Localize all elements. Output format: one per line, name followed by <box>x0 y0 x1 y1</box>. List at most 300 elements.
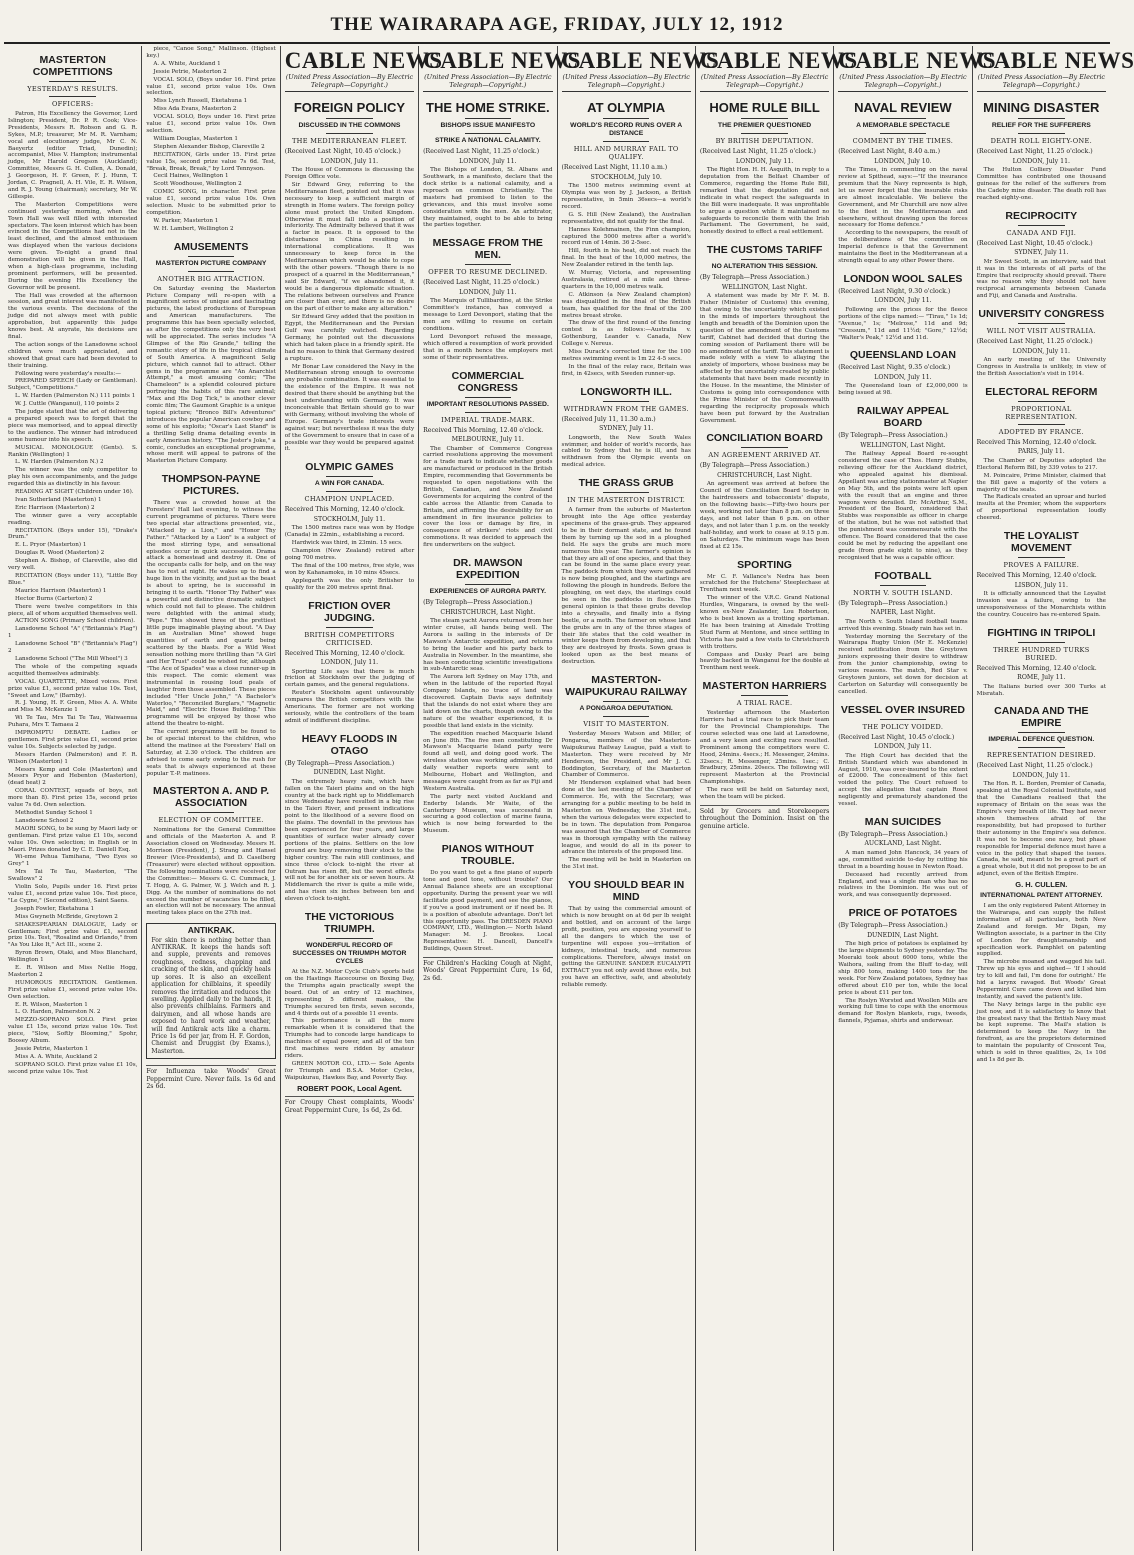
article-subheading: HILL AND MURRAY FAIL TO QUALIFY. <box>573 145 679 162</box>
article-paragraph: Mr Bonar Law considered the Navy in the Mediterranean strong enough to overcome any probable combination. It was essential to the existence of the Empire. It was not desired that there should be anything but the best understanding with Germany. It was inconceivable that Britain should go to war with Germany, without involving the whole of Europe. Germany's trade interests were against war; but nevertheless it was the duty of the Government to ensure that in case of a possible war they would be prepared against it. <box>284 363 415 453</box>
dateline: LONDON, July 11. <box>459 157 517 165</box>
article-subheading: THE MEDITERRANEAN FLEET. <box>291 137 407 146</box>
article-headline: LONGWORTH ILL. <box>580 385 672 398</box>
press-credit: (United Press Association—By Electric Telegraph—Copyright.) <box>423 74 552 92</box>
article-paragraph: W. Murray, Victoria, and representing Australasia, retired at a mile and three-quarters in the 10,000 metres walk. <box>561 270 691 290</box>
section-rule <box>188 812 235 813</box>
article-paragraph: Do you want to get a fine piano of superb tone and good tone, without trouble? Our Annual Balance sheets are an exceptional opportunity. During the present year we will facilitate good payment, and see the pianos, if you've a good instrument or if need be. It is a position of absolute advantage. Don't let this opportunity pass. The DRESDEN PIANO COMPANY, LTD., Wellington.— North Island Manager: M. J. Brookes. Local Representative: H. Dancell, Dancell's Buildings, Queen Street. <box>423 870 553 953</box>
article-paragraph: The Hulton Colliery Disaster Fund Committee has contributed one thousand guineas for the relief of the sufferers from the Cadeby mine disaster. The death roll has reached eighty-one. <box>976 167 1106 201</box>
article-headline: OLYMPIC GAMES <box>305 461 394 474</box>
received-note: (By Telegraph—Press Association.) <box>838 599 948 607</box>
section-rule <box>1018 747 1065 748</box>
press-credit: (United Press Association—By Electric Telegraph—Copyright.) <box>285 74 414 92</box>
article-paragraph: Hector Burns (Carterton) 2 <box>15 595 93 602</box>
column-2 <box>142 46 280 1551</box>
article-subheading: CANADA AND FIJI. <box>1006 228 1077 237</box>
article-paragraph: VOCAL SOLO, Boys under 16. First prize value £1, second prize value 10s. Own selection. <box>146 114 276 134</box>
received-note: (Received Last Night, 11.25 o'clock.) <box>976 762 1093 770</box>
section-rule <box>1018 118 1065 119</box>
article-paragraph: The current programme will be found to be of special interest to the children, who attend the matinee at the Foresters' Hall on Saturday, at 2.30 o'clock. The children are advised to come early owing to the rush for seats that is always experienced at these popular T.-P. matinees. <box>146 729 276 777</box>
article-subheading: OFFER TO RESUME DECLINED. <box>428 268 548 277</box>
section-rule <box>49 96 96 97</box>
signature: G. H. CULLEN. <box>1015 880 1068 890</box>
article-paragraph: E. R. Wilson, Masterton 1 <box>15 1001 88 1008</box>
section-rule <box>326 133 373 134</box>
article-paragraph: The 1500 metres race was won by Hodge (Canada) in 22min., establishing a record. <box>284 525 415 539</box>
column-7 <box>834 46 996 1551</box>
article-paragraph: Mr Sweet Scott, in an interview, said that it was in the interests of all parts of the Empire that reciprocity should prevail. There was no reason why they should not have reciprocal arrangements between Canada and Fiji, and Canada and Australia. <box>976 258 1106 300</box>
article-paragraph: Deceased had recently arrived from England, and was a single man who has no relatives in the Dominion. He was out of work, and was consequently depressed. <box>838 871 968 899</box>
article-headline: THE GRASS GRUB <box>578 477 674 490</box>
cable-news-banner: CABLE NEWS <box>838 48 996 73</box>
article-subheading: PROPORTIONAL REPRESENTATION. <box>1005 404 1078 421</box>
section-rule <box>465 412 512 413</box>
article-headline: THOMPSON-PAYNE PICTURES. <box>161 473 261 498</box>
article-paragraph: The High Court has decided that the British Standard which was abandoned in August, 1910, was over-insured to the extent of £2000. The concealment of this fact voided the policy. The Court refused to accept the allegation that captain Rossi negligently and prematurely abandoned the vessel. <box>838 752 968 808</box>
article-paragraph: The high price of potatoes is explained by the large shipments to Sydney yesterday. The Moeraki took about 6000 tons, while the Waihora, sailing from the Bluff to-day, will ship 800 tons, making 1400 tons for the week. For New Zealand potatoes, Sydney has offered about £10 per ton, while the local price is about £11 per ton. <box>838 941 968 996</box>
article-subheading: ELECTION OF COMMITTEE. <box>158 816 264 825</box>
dateline: LONDON, July 11. <box>320 659 379 666</box>
section-rule <box>326 476 373 477</box>
article-headline: HEAVY FLOODS IN OTAGO <box>301 732 398 757</box>
article-headline: MASTERTON HARRIERS <box>702 680 827 693</box>
dateline: AUCKLAND, Last Night. <box>864 840 942 848</box>
article-paragraph: A farmer from the suburbs of Masterton brought into the Age office yesterday specimens of the grass-grub. They appeared to be in their dormant state, and he found them by turning up the sod in a ploughed field. He says the grubs are much more numerous this year. The farmer's opinion is that they are all of one species, and that they can be found in the same place every year. The paddock from which they were gathered is now being ploughed, and the starlings are following the plough in hundreds. Before the ploughing, on wet days, the starlings could be seen in the paddocks in flocks. The general opinion is that these grubs develop into a chrysalis, and finally into a flying beetle, or a moth. The farmer on whose land the grubs are in any of the three stages of their life states that the cold weather in winter keeps them from developing, and that they are destroyed by frosts. Sown grass is looked upon as the best means of destruction. <box>561 507 691 666</box>
article-subheading: DISCUSSED IN THE COMMONS <box>298 122 401 130</box>
article-paragraph: The winner was the only competitor to play his own accompaniments, and the judge regarded this as distinctly in his favour. <box>8 467 138 488</box>
article-paragraph: Mr Henderson explained what had been done at the last meeting of the Chamber of Commerce. He, with the Secretary, was arranging for a public meeting to be held in Masterton on Wednesday, the 31st inst., when the various delegates were expected to be in town. The deputation from Pongaroa was assured that the Chamber of Commerce was in thorough sympathy with the railway league, and would do all in its power to advance the interests of the proposed line. <box>561 780 691 856</box>
article-paragraph: Miss Durack's corrected time for the 100 metres swimming event is 1m 22 4-5 secs. <box>561 349 691 362</box>
article-subheading: NO ALTERATION THIS SESSION. <box>711 263 818 271</box>
column-1 <box>4 46 142 1551</box>
article-paragraph: GREEN MOTOR CO., LTD.— Sole Agents for Triumph and B.S.A. Motor Cycles, Waipukurau, Hawkes Bay, and Poverty Bay. <box>284 1060 415 1081</box>
article-headline: FOOTBALL <box>874 569 932 582</box>
dateline: SYDNEY, July 11. <box>1014 249 1069 257</box>
column-5 <box>558 46 720 1551</box>
article-headline: SPORTING <box>737 558 792 571</box>
dateline: CHRISTCHURCH, Last Night. <box>717 471 812 479</box>
article-paragraph: There was a crowded house at the Foresters' Hall last evening, to witness the current programme of pictures. There were two special star attractions presented, viz., "Attacked by a Lion," and "Honor Thy Father." "Attacked by a Lion" is a subject of the most stirring type, and sensational episodes occur in quick succession. Drama attack a homestead and destroy it. One of the occupants calls for help, and on the way has to rest at night. He wakes up to find a huge lion in the vicinity, and just as the beast is about to spring, he is successful in bringing it to earth. "Honor Thy Father" was a powerful and distinctive dramatic subject which could not fail to please. The children were delighted with the animal study, "Pepe." This showed three of the prettiest little pups imaginable playing about. "A Day in an Australian Mine" showed huge quantities of earth and quartz being scattered by the blasts. For a Wild West sensation nothing more thrilling than "A Girl and Her Trust" could be wished for, although "The Ace of Spades" was a close runner-up in this respect. The comic element was instrumental in rousing loud peals of laughter from those assembled. These pieces included "Her Uncle John," "A Bachelor's Waterloo," "Reconciled Burglars," "Magnetic Maid," and "Electric House Building." This programme will be enjoyed by those who attend the theatre to-night. <box>146 500 276 728</box>
article-paragraph: The Chamber of Deputies adopted the Electoral Reform Bill, by 339 votes to 217. <box>976 457 1106 471</box>
received-note: Received This Morning, 12.40 o'clock. <box>976 438 1097 446</box>
article-paragraph: Scott Woodhouse, Wellington 2 <box>153 181 242 188</box>
article-headline: MASTERTON-WAIPUKURAU RAILWAY <box>565 674 688 699</box>
dateline: STOCKHOLM, July 11. <box>313 515 386 523</box>
section-rule <box>326 491 373 492</box>
article-paragraph: The whole of the competing squads acquitted themselves admirably. <box>8 663 138 677</box>
received-note: (Received Last Night, 10.45 o'clock.) <box>284 148 401 156</box>
section-rule <box>465 264 512 265</box>
received-note: (By Telegraph—Press Association.) <box>284 759 395 767</box>
received-note: Received This Morning, 12.40 o'clock. <box>976 664 1097 672</box>
article-paragraph: Reuter's Stockholm agent unfavourably compares the British competitors with the Americans. The former are not working seriously, while the controllers of the team admit of indifferent discipline. <box>284 690 415 724</box>
article-headline: THE CUSTOMS TARIFF <box>706 244 823 257</box>
article-headline: NAVAL REVIEW <box>854 100 952 116</box>
article-paragraph: Yesterday Messrs Watson and Miller, of Pongaroa, members of the Masterton-Waipukurau Railway League, paid a visit to Masterton. They were received by Mr Henderson, the President, and Mr J. C. Boddington, Secretary, of the Masterton Chamber of Commerce. <box>561 731 691 779</box>
article-paragraph: The judge stated that the art of delivering a prepared speech was to forget that the piece was memorised, and to appeal directly to the audience. The winner had introduced some humour into his speech. <box>8 409 138 443</box>
received-note: Received This Morning, 12.40 o'clock. <box>284 649 405 657</box>
article-subheading: OFFICERS: <box>51 100 94 108</box>
article-paragraph: G. S. Hill (New Zealand), the Australian representative, did not qualify for the final. <box>561 211 691 225</box>
section-rule <box>1018 133 1065 134</box>
article-paragraph: The race will be held on Saturday next, when the team will be picked. <box>699 787 830 801</box>
section-rule <box>188 271 235 272</box>
article-paragraph: IMPROMPTU DEBATE. Ladies or gentlemen. First prize value £1, second prize value 10s. Subjects selected by judge. <box>8 730 138 750</box>
article-subheading: IN THE MASTERTON DISTRICT. <box>567 496 686 505</box>
advertisement-box <box>146 923 275 1059</box>
dateline: LONDON, July 11. <box>874 373 932 381</box>
section-rule <box>1018 323 1065 324</box>
received-note: (Received Last Night, 11.25 o'clock.) <box>423 148 540 156</box>
article-paragraph: Following were yesterday's results:— <box>15 370 121 377</box>
section-rule <box>603 701 650 702</box>
section-rule <box>188 256 235 257</box>
article-paragraph: W. Parker, Masterton 1 <box>153 217 219 224</box>
article-paragraph: Lord Devonport refused the message, which offered a resumption of work provided that in a month hence the employers met some of their representatives. <box>423 333 553 361</box>
received-note: (Received July 11, 11.30 a.m.) <box>561 415 656 423</box>
article-subheading: YESTERDAY'S RESULTS. <box>27 85 119 93</box>
article-paragraph: The Right Hon. H. H. Asquith, in reply to a deputation from the Belfast Chamber of Commerce, regarding the Home Rule Bill, remarked that the deputation did not indicate in what respect the safeguards in the Bill were inadequate. It was unprofitable to argue a question while it maintained no safeguards to reconcile them with the Irish Parliament. The Government, he said, honestly desired to effect a real settlement. <box>699 167 830 236</box>
article-paragraph: M. Poincaire, Prime Minister, claimed that the Bill gave a majority of the voters a majority of the seats. <box>976 472 1106 493</box>
article-subheading: WITHDRAWN FROM THE GAMES. <box>563 404 689 413</box>
article-paragraph: A statement was made by Mr F. M. B. Fisher (Minister of Customs) this evening, that owing to the uncertainty which existed in the minds of importers throughout the length and breadth of the Dominion upon the question of the amendment of the Customs tariff, Cabinet had decided that during the coming session of Parliament there will be no amendment of the tariff. This statement is made solely with a view to allaying the anxiety of importers, whose business may be affected by the uncertainty created by public statements that have been made recently in the House. In the meantime, the Minister of Customs is going into correspondence with the Prime Minister of the Commonwealth regarding the reciprocity proposals which have been put forward by the Australian Government. <box>699 293 830 424</box>
article-subheading: THREE HUNDRED TURKS BURIED. <box>993 645 1090 662</box>
article-paragraph: The winner gave a very acceptable reading. <box>8 512 138 526</box>
article-paragraph: RECITATION, Girls under 15. First prize value 15s, second prize value 7s 6d. Test, "Break, Break, Break," by Lord Tennyson. <box>146 151 276 172</box>
article-paragraph: The microbe moaned and wagged his tail. Threw up his eyes and sighed— 'If I should try to kill and fail, I'm done for outright.' He hid a larynx ravaged. But Woods' Great Peppermint Cure came down and killed him instantly, and saved the patient's life. <box>976 959 1106 1000</box>
dateline: LONDON, July 11. <box>320 157 379 165</box>
article-headline: MAN SUICIDES <box>864 815 942 828</box>
article-paragraph: MAORI SONG, to be sung by Maori lady or gentleman. First prize value £1 10s, second value 10s. Own selection; in English or in Maori. Prizes donated by C. E. Daniell Esq. <box>8 825 138 853</box>
article-paragraph: Mrs Tai Te Tau, Masterton, "The Swallows" 2 <box>8 869 138 883</box>
article-paragraph: I am the only registered Patent Attorney in the Wairarapa, and can supply the fullest information of all particulars, both New Zealand and foreign. Mr Digan, my Wellington associate, is a partner in the City of London for draughtsmanship and specification work. Pamphlet on patenting supplied. <box>976 903 1106 958</box>
dateline: LONDON, July 11. <box>735 157 794 165</box>
article-paragraph: A man named John Hancock, 34 years of age, committed suicide to-day by cutting his throat in a boarding house in Newton Road. <box>838 849 968 870</box>
article-paragraph: Messrs Kemp and Cole (Masterton) and Messrs Pryor and Hebenton (Masterton), (dead heat) 2 <box>8 766 138 787</box>
article-paragraph: Champion (New Zealand) retired after going 700 metres. <box>284 548 415 561</box>
article-paragraph: The House of Commons is discussing the Foreign Office vote. <box>284 167 415 181</box>
article-paragraph: SOPRANO SOLO. First prize value £1 10s, second prize value 10s. Test <box>8 1061 138 1075</box>
dateline: LONDON, July 11. <box>874 297 932 305</box>
section-rule <box>1018 424 1065 425</box>
article-paragraph: Stephen A. Bishop, of Clareville, also did very well. <box>8 558 138 572</box>
article-paragraph: E. L. Pryor (Masterton) 1 <box>15 542 87 549</box>
article-paragraph: HUMOROUS RECITATION. Gentlemen. First prize value £1, second prize value 10s. Own selection. <box>8 979 138 1000</box>
article-headline: ELECTORAL REFORM <box>985 385 1098 398</box>
received-note: (Received Last Night, 9.30 o'clock.) <box>838 287 951 295</box>
article-paragraph: At the N.Z. Motor Cycle Club's sports held on the Hastings Racecourse on Boxing Day, the Triumphs again practically swept the board. Out of an entry of 12 machines, representing 5 different makes, the Triumphs secured ten firsts, seven seconds, and 4 thirds out of a possible 11 events. <box>284 969 415 1017</box>
article-subheading: THE PREMIER QUESTIONED <box>717 122 812 130</box>
article-headline: AT OLYMPIA <box>587 100 666 116</box>
article-paragraph: Applegarth was the only Britisher to qualify for the 200 metres sprint final. <box>284 577 415 591</box>
received-note: (By Telegraph—Press Association.) <box>838 922 948 930</box>
signature: ROBERT POOK, Local Agent. <box>297 1083 402 1093</box>
received-note: (Received Last Night, 11.25 o'clock.) <box>423 279 540 287</box>
article-paragraph: The action songs of the Lansdowne school children were much appreciated, and showed that great care had been devoted to their training. <box>8 341 138 369</box>
section-rule <box>880 585 927 586</box>
article-paragraph: Methodist Sunday School 1 <box>15 810 93 816</box>
article-headline: THE LOYALIST MOVEMENT <box>1003 530 1079 555</box>
received-note: (By Telegraph—Press Association.) <box>423 599 533 607</box>
article-paragraph: Jessie Petrie, Masterton 2 <box>153 68 227 75</box>
article-paragraph: The Aurora left Sydney on May 17th, and when in the latitude of the reported Royal Company Islands, no trace of land was discovered. Captain Davis says definitely that the islands do not exist where they are laid down on the charts, though owing to the nature of the weather experienced, it is possible that land exists in the vicinity. <box>423 674 553 729</box>
advert-title: ANTIKRAK. <box>187 925 235 936</box>
article-paragraph: Lansdowne School 2 <box>15 817 74 824</box>
article-headline: MESSAGE FROM THE MEN. <box>432 237 543 262</box>
received-note: (Received Last Night, 11.25 o'clock.) <box>976 338 1093 346</box>
article-subheading: PROVES A FAILURE. <box>1003 561 1080 570</box>
received-note: Received This Morning, 12.40 o'clock. <box>284 506 405 514</box>
cable-news-banner: CABLE NEWS <box>699 48 858 73</box>
article-paragraph: Messrs Harden (Palmerston) and F. R. Wilson (Masterton) 1 <box>8 751 138 765</box>
section-rule <box>741 118 788 119</box>
masthead-rule <box>4 42 1110 44</box>
article-paragraph: The Navy brings large in the public eye just now, and it is satisfactory to know that the greatest navy that the British Navy must be kept supreme. The Mail's station is determined to keep the Navy in the forefront, as are the proprietors determined to maintain the popularity of Crescent Tea, which is sold in three qualities, 2s, 1s 10d and 1s 8d per lb. <box>976 1001 1106 1063</box>
article-paragraph: Ivan Sutherland (Masterton) 1 <box>15 496 102 503</box>
article-subheading: WILL NOT VISIT AUSTRALIA. <box>986 327 1096 336</box>
dateline: CHRISTCHURCH, Last Night. <box>440 608 536 616</box>
received-note: (Received Last Night, 9.35 o'clock.) <box>838 364 951 372</box>
article-paragraph: The Railway Appeal Board re-sought considered the case of Thos. Henry Stubbs, relieving officer for the Auckland district, who appealed against his dismissal. Appellant was acting stationmaster at Napier on May 5th, and the points were left open with the result that an engine and three wagons were derailed. Dr. McArthur, S.M., President of the Board, considered that Stubbs was responsible as officer in charge of the station, but he was not satisfied that the punishment was commensurate with the offence. The Board considered that the case could be met by reducing the appellant one grade (from grade eight to nine), as they recognised that he was a capable officer. <box>838 451 968 561</box>
section-rule <box>603 716 650 717</box>
dateline: LONDON, July 11. <box>874 743 932 751</box>
article-paragraph: W. H. Lambert, Wellington 2 <box>153 225 234 232</box>
article-subheading: A MEMORABLE SPECTACLE <box>856 122 950 130</box>
article-paragraph: The steam yacht Aurora returned from her winter cruise, all hands being well. The Aurora is sailing in the interests of Dr Mawson's Antarctic expedition, and returns to bring the leader and his party back to Australia in November. In the meantime, she has been conducting scientific investigations in sub-Antarctic seas. <box>423 618 553 673</box>
article-paragraph: Sir Edward Grey, referring to the Mediterranean fleet, pointed out that it was necessary to keep a sufficient margin of strength in Home waters. The foreign policy alone must protect the United Kingdom. Otherwise it must fall into a position of inferiority. The Admiralty believed that it was a factor in peace. It is opposed to the disturbance in China resulting in international complications. It was unnecessary to keep force in the Mediterranean which would be able to cope with the other powers. "Though there is no prospect of a quarrel in the Mediterranean," said Sir Edward, "if we abandoned it, it would be a dangerous diplomatic situation. The relations between ourselves and France are closer than ever, and there is no desire on the part of either to make any alteration." <box>284 182 415 313</box>
article-paragraph: The Chamber of Commerce Congress carried resolutions approving the movement for a trade mark to indicate whether goods are manufactured or produced in the British Empire, recommending that Governments be requested to open negotiations with the British, Canadian, and New Zealand Governments for acquiring the control of the cable across the Atlantic from Canada to Britain, and affirming the desirability for an amendment in fire insurance policies to cover the loss or damage by fire, in consequence of strikers' riots and civil commotions. It was decided to approach the fire underwriters on the subject. <box>423 445 553 549</box>
article-subheading: IMPORTANT RESOLUTIONS PASSED. <box>426 400 549 408</box>
section-rule <box>326 938 373 939</box>
press-credit: (United Press Association—By Electric Telegraph—Copyright.) <box>838 74 967 92</box>
article-paragraph: Mr C. F. Vallance's Nedra has been scratched for the Hutchens' Steeplechase at Trentham next week. <box>699 573 830 594</box>
article-headline: CONCILIATION BOARD <box>706 432 823 445</box>
section-rule <box>880 118 927 119</box>
article-paragraph: An early meeting of the University Congress in Australia is unlikely, in view of the British Association's visit in 1914. <box>976 357 1106 377</box>
dateline: SYDNEY, July 11. <box>599 425 654 433</box>
article-headline: QUEENSLAND LOAN <box>849 349 957 362</box>
received-note: Received This Morning, 12.40 o'clock. <box>976 572 1097 580</box>
article-paragraph: The Italians buried over 300 Turks at Misratah. <box>976 683 1106 697</box>
article-subheading: RELIEF FOR THE SUFFERERS <box>991 122 1091 130</box>
article-paragraph: Nominations for the General Committee and officials of the Masterton A. and P. Association closed on Wednesday. Messrs H. Morrison (President), J. Strang and Hansel Brewer (Vice-Presidents), and D. Caselberg (Treasurer) were elected without opposition. The following nominations were received for the Committee:— Messrs G. C. Cummack, J. T. Hogg, A. G. Palmer, W. J. Welch and R. J. Digg. As the number of nominations do not exceed the number of vacancies to be filled, an election will not be necessary. The annual meeting takes place on the 27th inst. <box>146 827 276 917</box>
columns <box>4 46 1134 1551</box>
article-paragraph: R. J. Young, H. F. Green, Miss A. A. White and Miss M. McKenzie 1 <box>8 700 138 714</box>
article-paragraph: C. Atkinson (a New Zealand champion) was disqualified in the final of the British team, has qualified for the final of the 200 metres breast stroke. <box>561 291 691 319</box>
received-note: (By Telegraph—Press Association.) <box>838 830 948 838</box>
article-headline: AMUSEMENTS <box>173 240 249 253</box>
article-headline: PIANOS WITHOUT TROUBLE. <box>441 843 534 868</box>
article-paragraph: Miss Gwyneth McBride, Greytown 2 <box>15 913 118 920</box>
received-note: (Received Last Night, 11.10 a.m.) <box>561 164 668 172</box>
received-note: Received This Morning, 12.40 o'clock. <box>423 426 544 434</box>
dateline: PARIS, July 11. <box>1017 448 1065 456</box>
article-subheading: ADOPTED BY FRANCE. <box>998 427 1084 436</box>
dateline: DUNEDIN, Last Night. <box>313 769 386 777</box>
received-note: (Received Last Night, 10.45 o'clock.) <box>838 733 955 741</box>
article-paragraph: Hannes Kolehmainen, the Finn champion, captured the 5000 metres after a world's record run of 14min. 36 2-5sec. <box>561 226 691 247</box>
article-paragraph: Douglas R. Wood (Masterton) 2 <box>15 550 105 557</box>
article-headline: MASTERTON A. AND P. ASSOCIATION <box>153 785 270 810</box>
article-paragraph: SHAKESPEARIAN DIALOGUE, Lady or Gentleman; First prize value £1, second prize 10s. Test, "Rosalind and Orlando," from "As You Like It," Act III., scene 2. <box>8 921 138 949</box>
article-subheading: WONDERFUL RECORD OF SUCCESSES ON TRIUMPH MOTOR CYCLES <box>292 942 407 966</box>
article-paragraph: In the final of the relay race, Britain was first, in 42secs, with Sweden runner-up. <box>561 363 691 377</box>
dateline: ROME, July 11. <box>1017 674 1066 682</box>
section-rule <box>1018 401 1065 402</box>
article-paragraph: The Hon. R. L. Borden, Premier of Canada, speaking at the Royal Colonial Institute, said that the Canadians realised that the supremacy of Britain on the seas was the Empire's very breath of life. They had never shown themselves afraid of the responsibility, but had proposed to further their autonomy in the Empire's sea defence. It was not to become one navy, but phase responsible for Imperial defence must have a voice in the policy that shaped the issues. Canada, he said, meant to be a great part of a great whole, but it did not propose to be an adjunct, even of the British Empire. <box>976 781 1106 878</box>
section-rule <box>465 118 512 119</box>
article-paragraph: The Masterton Competitions were continued yesterday morning, when the Town Hall was well filled with interested spectators. The keen interest which has been evinced in the Competitions had not in the least declined, and the almost enthusiasm was displayed when the various decisions were given. To-night a grand final demonstration will be given in the Hall, when a high-class programme, including prominent performers, will be presented. During the evening His Excellency the Governor will be present. <box>8 201 138 291</box>
article-subheading: REPRESENTATION DESIRED. <box>986 751 1096 760</box>
advert-line: For Croupy Chest complaints, Woods' Great Peppermint Cure, 1s 6d, 2s 6d. <box>285 1096 414 1114</box>
section-rule <box>880 719 927 720</box>
article-paragraph: MUSICAL MONOLOGUE (Gents). S. Rankin (Wellington) 1 <box>8 444 138 458</box>
article-paragraph: An agreement was arrived at before the Council of the Conciliation Board to-day in the hairdressers and tobacconists' dispute, on the following basis:—Fifty-two hours per week, working not later than 8 p.m. on three days, and not later than 6 p.m. on other days, and not later than 1 p.m. on the weekly half-holiday, and work to cease at 9.15 p.m. on Saturdays. The minimum wage has been fixed at £2 15s. <box>699 481 830 550</box>
section-rule <box>465 397 512 398</box>
article-paragraph: PREPARED SPEECH (Lady or Gentleman). Subject, "Competitions." <box>8 378 138 392</box>
received-note: (By Telegraph—Press Association.) <box>838 432 948 440</box>
section-rule <box>465 584 512 585</box>
section-rule <box>603 118 650 119</box>
article-paragraph: Following are the prices for the fleece portions of the clips named:— "Tirau," 1s 1d; "Avenue," 1s; "Melrose," 11d and 9d; "Cressum," 11d and 11½d; "Gore," 12½d; "Walter's Peak," 12½d and 11d. <box>838 306 968 341</box>
article-paragraph: According to the newspapers, the result of the deliberations of the committee on Imperial defence is that the Government maintains the fleet in the Mediterranean at a strength equal to any other Power there. <box>838 230 968 264</box>
article-paragraph: On Saturday evening the Masterton Picture Company will re-open with a magnificent series of unique and fascinating pictures, the latest productions of European and American manufacturers. The programme this has been specially selected, as after the competitions only the very best will be appreciated. The series includes "A Glimpse of the Rio Grande," telling the romantic story of life in the tropical climate of South America. A magnificent Selig picture, which cannot fail to attract. Other gems in the programme are "An Anarchist Attempt," a most amusing comic; "The Chameleon" is a splendid coloured picture portraying the habits of this rare animal; "Max and His Dog Tick," is another clever comic film; The Gaumont Graphic is a unique topical picture; "Bronco Bill's Adventures" introduces the popular American cowboy and some of his exploits; "Oscar's Last Stand" is a thrilling Selig drama detailing events in early American history. "The Jester's Joke," a comic, concludes an exceptional programme, whose merit will appeal to patrons of the Masterton Picture Company. <box>146 285 276 465</box>
section-rule <box>741 259 788 260</box>
article-paragraph: The party next visited Auckland and Enderby Islands. Mr Waite, of the Canterbury Museum, was successful in securing a good collection of marine fauna, which is now being forwarded to the Museum. <box>423 793 553 835</box>
article-paragraph: The expedition reached Macquarie Island on June 8th. The five men constituting Dr Mawson's Macquarie Island party were found all well, and doing good work. The wireless station was working admirably, and daily weather reports were sent to Melbourne, Hobart and Wellington, and messages were caught from as far as Fiji and Western Australia. <box>423 730 553 792</box>
article-subheading: A TRIAL RACE. <box>736 699 793 708</box>
article-headline: YOU SHOULD BEAR IN MIND <box>568 879 685 904</box>
section-rule <box>603 492 650 493</box>
dateline: LONDON, July 11. <box>1012 771 1070 779</box>
dateline: LONDON, July 11. <box>1012 157 1070 165</box>
dateline: DUNEDIN, Last Night. <box>867 931 939 939</box>
press-credit: (United Press Association—By Electric Telegraph—Copyright.) <box>562 74 691 92</box>
article-paragraph: VOCAL SOLO, (Boys under 16. First prize value £1, second prize value 10s. Own selection. <box>146 76 276 97</box>
cable-news-banner: CABLE NEWS <box>976 48 1134 73</box>
article-paragraph: E. R. Wilson and Miss Nellie Hogg, Masterton 2 <box>8 965 138 978</box>
article-paragraph: The Marquis of Tullibardine, at the Strike Committee's instance, has conveyed a message to Lord Devonport, stating that the men are willing to resume on certain conditions. <box>423 298 553 332</box>
article-paragraph: Stephen Alexander Bishop, Clareville 2 <box>153 143 265 150</box>
article-subheading: DEATH ROLL EIGHTY-ONE. <box>990 137 1092 146</box>
article-subheading: INTERNATIONAL PATENT ATTORNEY. <box>980 892 1103 900</box>
advert-text: For skin there is nothing better than ANTIKRAK. It keeps the hands soft and supple, prevents and removes roughness, redness, chapping and cracking of the skin, and quickly heals up sores. It is also an excellent application for chilblains, it speedily removes the irritation and reduces the swelling. Applied daily to the hands, it also prevents chilblains. Farmers and dairymen, and all whose hands are exposed to hard work and weather, will find Antikrak acts like a charm. Price 1s 6d per jar, from H. F. Gordon, Chemist and Druggist (by Exams.), Masterton. <box>151 936 271 1055</box>
article-paragraph: Lansdowne School ("The Mill Wheel") 3 <box>15 655 128 662</box>
article-headline: FOREIGN POLICY <box>293 100 406 116</box>
article-paragraph: The draw of the first round of the fencing contest is as follows:—Australia v. Gothenburg, Leander v. Canada, New College v. Nereus. <box>561 320 691 348</box>
article-subheading: ANOTHER BIG ATTRACTION. <box>157 274 265 283</box>
article-paragraph: The Radicals created an uproar and hurled insults at the Premier, whom the supporters of proportional representation loudly cheered. <box>976 494 1106 522</box>
article-subheading: VISIT TO MASTERTON. <box>583 720 670 729</box>
article-paragraph: Byron Brown, Otaki, and Miss Blanchard, Wellington 1 <box>8 950 138 964</box>
article-headline: VESSEL OVER INSURED <box>840 703 965 716</box>
section-rule <box>880 133 927 134</box>
section-rule <box>741 695 788 696</box>
article-paragraph: READING AT SIGHT (Children under 16). <box>15 489 134 496</box>
article-paragraph: Miss Lynch Russell, Eketahuna 1 <box>153 98 248 105</box>
article-paragraph: COMIC SONG, in character. First prize value £1, second prize value 10s. Own selection. Music to be submitted prior to competition. <box>146 189 276 216</box>
masthead-title: THE WAIRARAPA AGE, FRIDAY, JULY 12, 1912 <box>330 14 784 35</box>
section-rule <box>1018 732 1065 733</box>
article-headline: THE HOME STRIKE. <box>426 100 550 116</box>
article-subheading: AN AGREEMENT ARRIVED AT. <box>708 451 821 460</box>
article-paragraph: Compass and Dusky Pearl are being heavily backed in Wanganui for the double at Trentham next week. <box>699 651 830 672</box>
article-headline: MASTERTON COMPETITIONS <box>32 54 113 78</box>
received-note: (Received Last Night, 11.25 o'clock.) <box>976 148 1093 156</box>
section-rule <box>49 81 96 82</box>
section-rule <box>326 118 373 119</box>
article-paragraph: Eric Harrison (Masterton) 2 <box>15 504 95 511</box>
article-paragraph: The Bishops of London, St. Albans and Southwark, in a manifesto, declare that the dock strike is a national calamity, and a reproach on common Christianity. The masters had promised to listen to the grievances, and this must involve some consideration with the men. An arbitrator, they maintained, ought to be able to bring the parties together. <box>423 167 553 229</box>
article-paragraph: Sporting Life says that there is much friction at Stockholm over the judging of certain games, and the general regulations. <box>284 668 415 689</box>
article-paragraph: Wi-eme Pehua Tamihana, "Two Eyes so Grey" 1 <box>8 854 138 868</box>
section-rule <box>1018 642 1065 643</box>
article-subheading: CHAMPION UNPLACED. <box>304 495 395 504</box>
section-rule <box>603 141 650 142</box>
article-paragraph: Patron, His Excellency the Governor, Lord Islington; President, Dr. P. R. Cook; Vice-Presidents, Messrs R. Robson and G. R. Sykes, M.P.; treasurer, Mr M. R. Varnham; vocal and elocutionary judge, Mr C. N. Baeyertz (editor Triad, Dunedin); accompanist, Miss V. Hampton; instrumental judge, Mr Harold Gregson (Auckland); Committee, Messrs G. H. Cullen, A. Donald, J. Georgeson, H. F. Green, F. J. Hunn, T. Jordan, C. Pragnell, A. H. Vile, E. R. Wilson, and R. J. Young (chairman); secretary, Mr W. Gillespie. <box>8 111 138 200</box>
article-paragraph: There were twelve competitors in this piece, all of whom acquitted themselves well. <box>8 603 138 617</box>
article-headline: MINING DISASTER <box>983 100 1100 116</box>
article-paragraph: Sir Edward Grey added that the position in Egypt, the Mediterranean and the Persian Gulf was carefully watched. Regarding Germany, he pointed out the discussions which had taken place in a friendly spirit. He had no reason to think that Germany desired a rupture. <box>284 314 415 362</box>
advert-line: For Children's Hacking Cough at Night, Woods' Great Peppermint Cure, 1s 6d, 2s 6d. <box>423 957 552 982</box>
article-paragraph: Miss A. A. White, Auckland 2 <box>15 1053 98 1060</box>
section-rule <box>741 133 788 134</box>
section-rule <box>1018 557 1065 558</box>
article-headline: RAILWAY APPEAL BOARD <box>857 405 949 430</box>
received-note: (By Telegraph—Press Association.) <box>699 274 810 282</box>
article-headline: UNIVERSITY CONGRESS <box>978 308 1105 321</box>
cable-news-banner: CABLE NEWS <box>284 48 443 73</box>
article-paragraph: Miss Ada Evans, Masterton 2 <box>153 106 237 113</box>
received-note: (Received Last Night, 10.45 o'clock.) <box>976 239 1093 247</box>
dateline: WELLINGTON, Last Night. <box>860 441 946 449</box>
article-subheading: STRIKE A NATIONAL CALAMITY. <box>434 137 541 145</box>
article-subheading: BY BRITISH DEPUTATION. <box>715 137 814 146</box>
article-paragraph: Lansdowne School "A" ("Britannia's Flag") 1 <box>8 626 138 640</box>
article-paragraph: L. W. Harden (Palmerston N.) 111 points 1 <box>15 393 136 400</box>
article-paragraph: RECITATION. (Boys under 15), "Drake's Drum." <box>8 527 138 541</box>
dateline: MELBOURNE, July 11. <box>451 436 524 443</box>
dateline: NAPIER, Last Night. <box>870 609 936 617</box>
article-paragraph: Violin Solo, Pupils under 16. First prize value £1, second prize value 10s. Test piece, "Le Cygne," (Second edition), Saint Saens. <box>8 884 138 904</box>
article-paragraph: Lansdowne School "B" ("Britannia's Flag") 2 <box>8 641 138 655</box>
article-paragraph: Yesterday morning the Secretary of the Wairarapa Rugby Union (Mr E. McKenzie) received notification from the Greytown juniors expressing their desire to withdraw from the junior championship, owing to various reasons. The match, Red Star v. Greytown juniors, set down for decision at Carterton on Saturday will consequently be cancelled. <box>838 633 968 695</box>
column-6 <box>696 46 858 1551</box>
dateline: LONDON, July 11. <box>459 288 517 296</box>
article-paragraph: Jessie Petrie, Masterton 1 <box>15 1046 89 1052</box>
article-paragraph: Hill, fourth in his heat, did not reach the final. In the heat of the 10,000 metres, the New Zealander retired in the tenth lap. <box>561 248 691 269</box>
article-subheading: A PONGAROA DEPUTATION. <box>579 705 673 713</box>
dateline: LONDON, July 11. <box>1012 347 1070 355</box>
article-paragraph: Yesterday afternoon the Masterton Harriers had a trial race to pick their team for the Provincial Championships. The course selected was one laid at Lansdowne, and a very keen and exciting race resulted. Prominent among the competitors were C. Hood, 24mins. 4secs.; H. Messenger, 24mins. 32secs.; R. Messenger, 25mins. 1sec.; C. Bradbury, 25mins. 20secs. The following will represent Masterton at the Provincial Championships. <box>699 710 830 786</box>
article-paragraph: Joseph Fowler, Eketahuna 1 <box>15 905 95 912</box>
article-paragraph: The Roslyn Worsted and Woollen Mills are working full time to cope with the enormous demand for Roslyn blankets, rugs, tweeds, flannels, Pyjamas, shirts and underwear. <box>838 997 968 1025</box>
column-3 <box>281 46 443 1551</box>
article-headline: LONDON WOOL SALES <box>843 272 963 285</box>
dateline: STOCKHOLM, July 10. <box>590 173 662 181</box>
article-headline: FRICTION OVER JUDGING. <box>308 599 391 624</box>
article-paragraph: The Times, in commenting on the naval review at Spithead, says:—"If the insurance premium that the Navy represents is high, let us never forget that the insurable risks are almost incalculable. We believe the Government, and Mr Churchill are now alive to the fleet in the Mediterranean and elsewhere, without drawing upon the forces necessary for Home defence." <box>838 167 968 229</box>
article-paragraph: The extremely heavy rain, which have fallen on the Taieri plains and on the high country at the back right up to Middlemarch since Wednesday have resulted in a big rise in the Taieri River, and present indications point to the likelihood of a severe flood on the plains. The downfall in the previous has been experienced for four years, and large quantities of surface water already cover portions of the plains. Settlers on the low ground are busy removing their stock to the higher country. The rain still continues, and since three o'clock to-night the river at Outram has risen 8ft, but the worst effects will not be for another six or seven hours. At Middlemarch the river is quite a mile wide, and has risen six inches between ten and eleven o'clock to-night. <box>284 778 415 903</box>
section-rule <box>1018 225 1065 226</box>
article-paragraph: It is officially announced that the Loyalist invasion was a failure, owing to the unresponsiveness of the Monarchists within the country. Couceiro has re-entered Spain. <box>976 591 1106 618</box>
press-credit: (United Press Association—By Electric Telegraph—Copyright.) <box>700 74 829 92</box>
article-paragraph: A. A. White, Auckland 1 <box>153 60 221 67</box>
cable-news-banner: CABLE NEWS <box>561 48 720 73</box>
article-paragraph: The Hall was crowded at the afternoon session, and great interest was manifested in the various events. The decisions of the judge did not always meet with public approbation, but apparently this judge knows best. At anyrate, his decisions are final. <box>8 292 138 340</box>
article-paragraph: RECITATION (Boys under 11), "Little Boy Blue." <box>8 573 138 586</box>
article-paragraph: Maurice Harrison (Masterton) 1 <box>15 587 107 594</box>
